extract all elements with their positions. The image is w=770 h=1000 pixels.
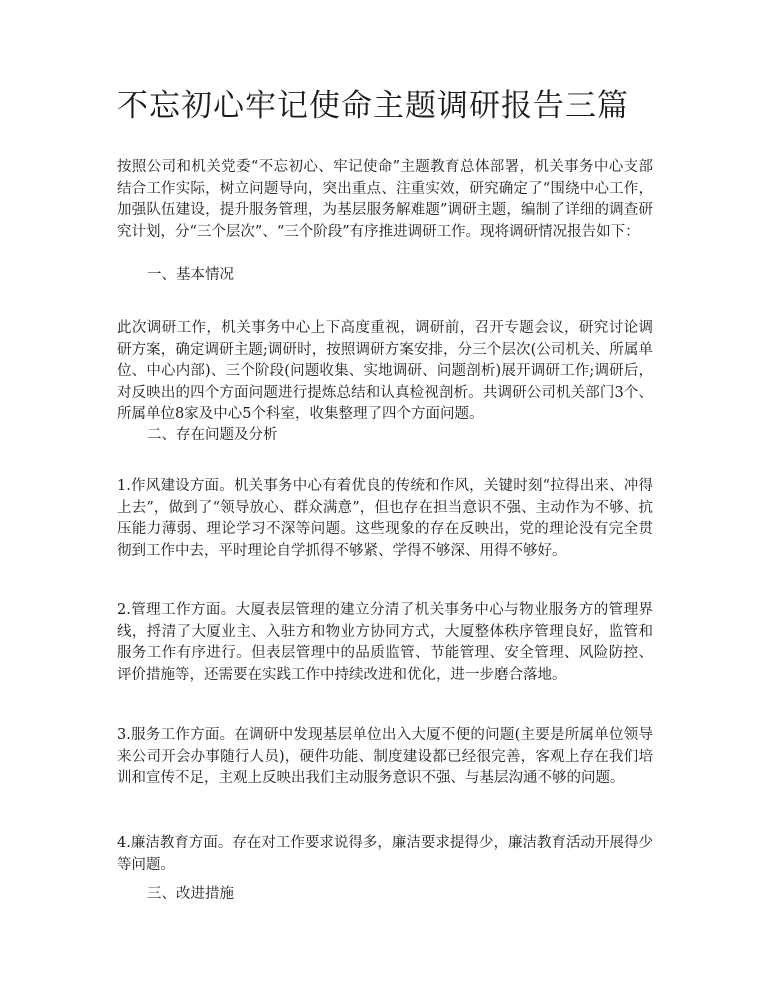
problem-item-3: 3.服务工作方面。在调研中发现基层单位出入大厦不便的问题(主要是所属单位领导来公司开会办事随行人员)，硬件功能、制度建设都已经很完善，客观上存在我们培训和宣传不足，主观上反映出我们主动服务意识不强、与基层沟通不够的问题。 [117,727,653,786]
basic-situation-paragraph: 此次调研工作，机关事务中心上下高度重视，调研前，召开专题会议，研究讨论调研方案，确定调研主题;调研时，按照调研方案安排，分三个层次(公司机关、所属单位、中心内部)、三个阶段(问题收集、实地调研、问题剖析)展开调研工作;调研后，对反映出的四个方面问题进行提炼总结和认真检视剖析。共调研公司机关部门3个、所属单位8家及中心5个科室，收集整理了四个方面问题。 [117,320,653,422]
section-heading-basic-situation: 一、基本情况 [147,267,234,283]
problem-item-4: 4.廉洁教育方面。存在对工作要求说得多，廉洁要求提得少，廉洁教育活动开展得少等问题。 [117,835,653,873]
intro-paragraph: 按照公司和机关党委“不忘初心、牢记使命”主题教育总体部署，机关事务中心支部结合工作实际，树立问题导向，突出重点、注重实效，研究确定了“围绕中心工作，加强队伍建设，提升服务管理，为基层服务解难题”调研主题，编制了详细的调查研究计划，分“三个层次”、“三个阶段”有序推进调研工作。现将调研情况报告如下： [117,159,653,240]
section-heading-problems-analysis: 二、存在问题及分析 [147,427,278,443]
problem-item-2: 2.管理工作方面。大厦表层管理的建立分清了机关事务中心与物业服务方的管理界线，捋清了大厦业主、入驻方和物业方协同方式，大厦整体秩序管理良好，监管和服务工作有序进行。但表层管理中的品质监管、节能管理、安全管理、风险防控、评价措施等，还需要在实践工作中持续改进和优化，进一步磨合落地。 [117,602,653,683]
document-title: 不忘初心牢记使命主题调研报告三篇 [117,88,629,124]
problem-item-1: 1.作风建设方面。机关事务中心有着优良的传统和作风，关键时刻“拉得出来、冲得上去”，做到了“领导放心、群众满意”，但也存在担当意识不强、主动作为不够、抗压能力薄弱、理论学习不深等问题。这些现象的存在反映出，党的理论没有完全贯彻到工作中去，平时理论自学抓得不够紧、学得不够深、用得不够好。 [117,478,653,559]
section-heading-improvement-measures: 三、改进措施 [147,886,234,902]
